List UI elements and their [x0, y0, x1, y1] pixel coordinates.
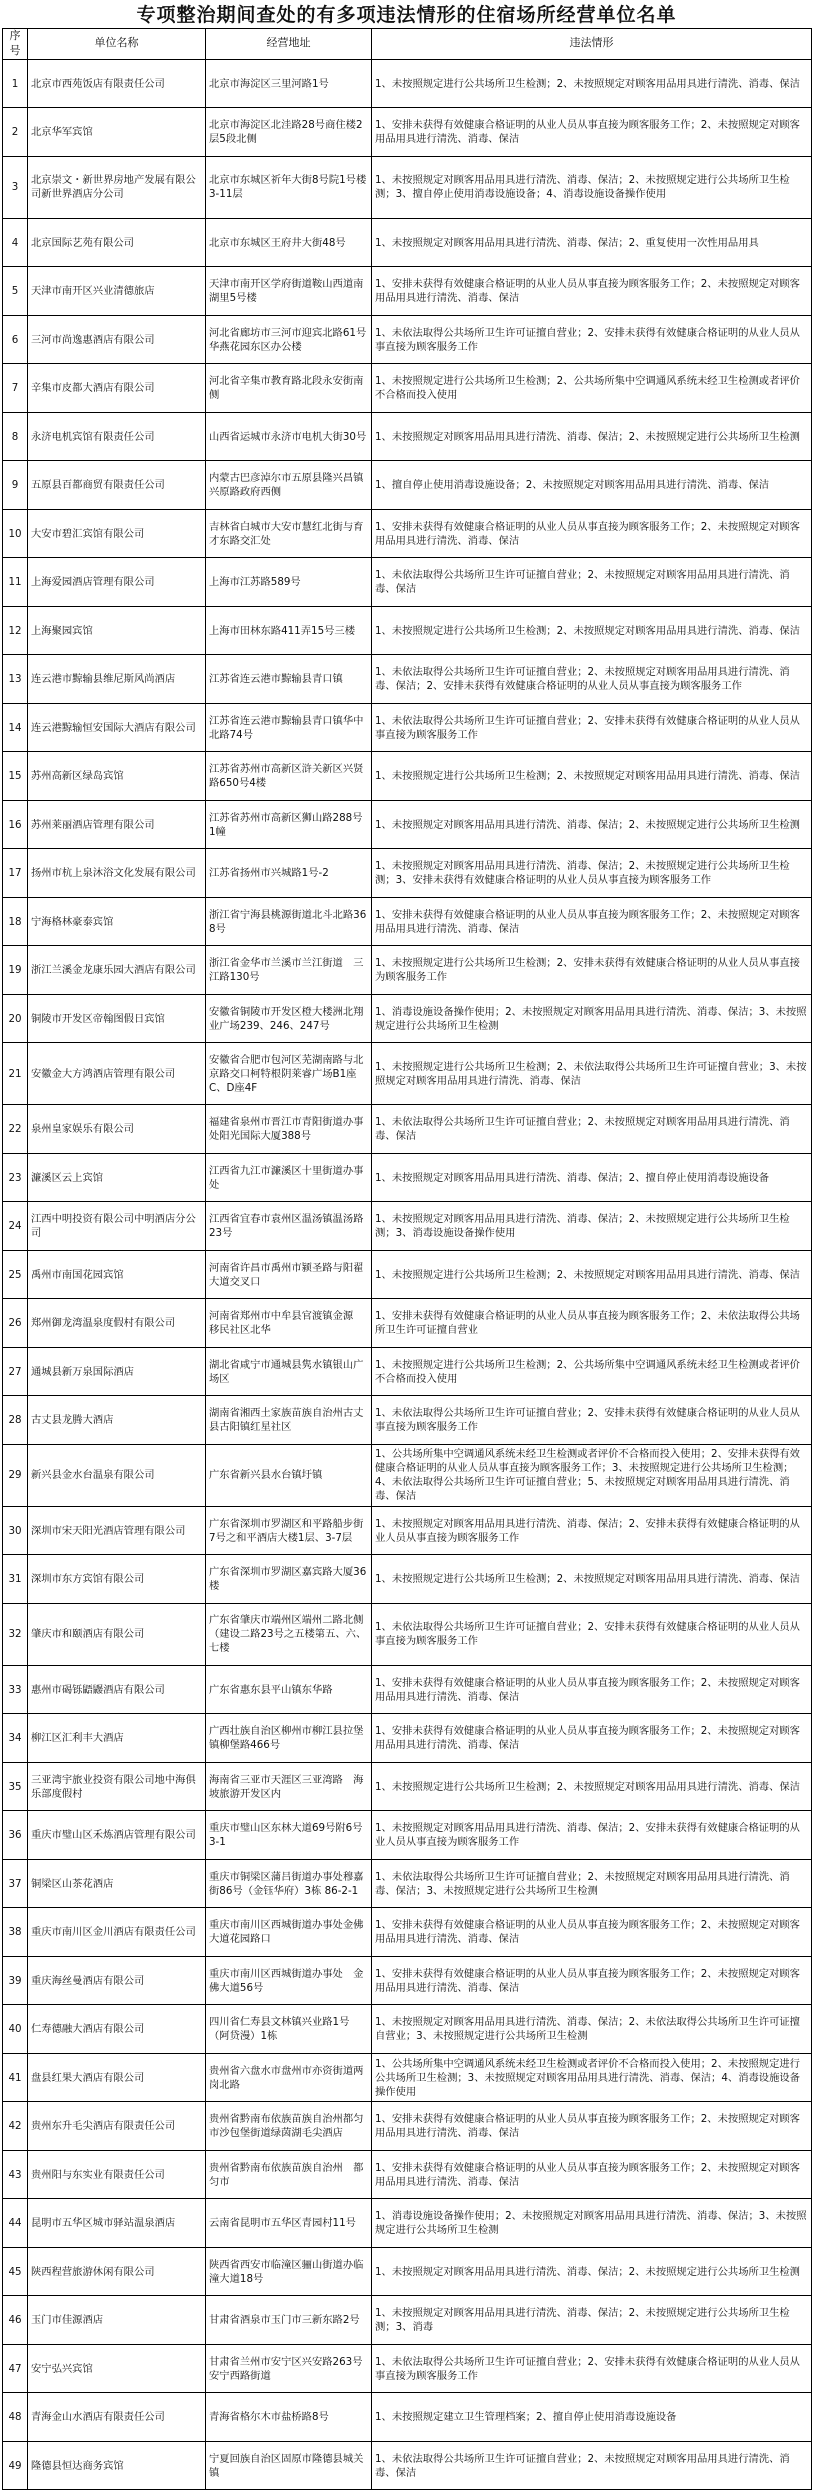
cell-address: 江苏省扬州市兴城路1号-2	[206, 849, 372, 898]
table-row	[3, 703, 812, 752]
cell-number: 32	[3, 1603, 28, 1665]
cell-address: 湖北省咸宁市通城县隽水镇银山广场区	[206, 1347, 372, 1396]
table-row	[3, 1396, 812, 1445]
cell-address: 吉林省白城市大安市慧红北街与育才东路交汇处	[206, 509, 372, 558]
cell-number: 24	[3, 1202, 28, 1251]
cell-address: 江西省九江市濂溪区十里街道办事处	[206, 1153, 372, 1202]
cell-number: 9	[3, 461, 28, 510]
cell-address: 贵州省黔南布依族苗族自治州都匀市沙包堡街道绿茵湖毛尖酒店	[206, 2102, 372, 2151]
table-row	[3, 558, 812, 607]
cell-address: 四川省仁寿县文林镇兴业路1号（阿贷漫）1栋	[206, 2005, 372, 2054]
table-row	[3, 1250, 812, 1299]
cell-number: 44	[3, 2199, 28, 2248]
cell-address: 重庆市南川区西城街道办事处 金佛大道56号	[206, 1956, 372, 2005]
cell-unit-name: 苏州高新区绿岛宾馆	[28, 752, 206, 801]
cell-unit-name: 古丈县龙腾大酒店	[28, 1396, 206, 1445]
cell-address: 江苏省苏州市高新区狮山路288号1幢	[206, 800, 372, 849]
cell-unit-name: 濂溪区云上宾馆	[28, 1153, 206, 1202]
cell-unit-name: 浙江兰溪金龙康乐园大酒店有限公司	[28, 946, 206, 995]
table-row	[3, 2199, 812, 2248]
cell-violations: 1、未依法取得公共场所卫生许可证擅自营业；2、未按照规定对顾客用品用具进行清洗、消毒、保洁；3、未按照规定进行公共场所卫生检测	[372, 1859, 812, 1908]
table-row	[3, 800, 812, 849]
cell-address: 湖南省湘西土家族苗族自治州古丈县古阳镇红星社区	[206, 1396, 372, 1445]
cell-violations: 1、公共场所集中空调通风系统未经卫生检测或者评价不合格而投入使用；2、安排未获得有效健康合格证明的从业人员从事直接为顾客服务工作；3、未按照规定进行公共场所卫生检测；4、未依法取得公共场所卫生许可证擅自营业；5、未按照规定对顾客用品用具进行清洗、消毒、保洁	[372, 1444, 812, 1506]
table-row	[3, 1811, 812, 1860]
cell-violations: 1、未按照规定对顾客用品用具进行清洗、消毒、保洁；2、未按照规定进行公共场所卫生检测；3、安排未获得有效健康合格证明的从业人员从事直接为顾客服务工作	[372, 849, 812, 898]
table-row	[3, 1347, 812, 1396]
table-row	[3, 1714, 812, 1763]
cell-address: 河北省廊坊市三河市迎宾北路61号华燕花园东区办公楼	[206, 315, 372, 364]
cell-number: 19	[3, 946, 28, 995]
table-row	[3, 2005, 812, 2054]
cell-violations: 1、安排未获得有效健康合格证明的从业人员从事直接为顾客服务工作；2、未按照规定对顾客用品用具进行清洗、消毒、保洁	[372, 897, 812, 946]
cell-number: 6	[3, 315, 28, 364]
cell-violations: 1、未依法取得公共场所卫生许可证擅自营业；2、安排未获得有效健康合格证明的从业人员从事直接为顾客服务工作	[372, 703, 812, 752]
table-row	[3, 1506, 812, 1555]
cell-unit-name: 北京国际艺苑有限公司	[28, 218, 206, 267]
table-row	[3, 1908, 812, 1957]
table-row	[3, 461, 812, 510]
cell-number: 17	[3, 849, 28, 898]
cell-number: 35	[3, 1762, 28, 1811]
cell-number: 45	[3, 2247, 28, 2296]
cell-unit-name: 玉门市佳源酒店	[28, 2296, 206, 2345]
cell-violations: 1、未依法取得公共场所卫生许可证擅自营业；2、安排未获得有效健康合格证明的从业人员从事直接为顾客服务工作	[372, 1396, 812, 1445]
cell-address: 上海市江苏路589号	[206, 558, 372, 607]
cell-unit-name: 盘县红果大酒店有限公司	[28, 2053, 206, 2102]
cell-number: 22	[3, 1105, 28, 1154]
cell-address: 海南省三亚市天涯区三亚湾路 海坡旅游开发区内	[206, 1762, 372, 1811]
cell-address: 广西壮族自治区柳州市柳江县拉堡镇柳堡路466号	[206, 1714, 372, 1763]
cell-address: 甘肃省兰州市安宁区兴安路263号安宁西路街道	[206, 2344, 372, 2393]
cell-number: 42	[3, 2102, 28, 2151]
cell-unit-name: 昆明市五华区城市驿站温泉酒店	[28, 2199, 206, 2248]
cell-violations: 1、未按照规定进行公共场所卫生检测；2、安排未获得有效健康合格证明的从业人员从事直接为顾客服务工作	[372, 946, 812, 995]
cell-number: 21	[3, 1043, 28, 1105]
document-title: 专项整治期间查处的有多项违法情形的住宿场所经营单位名单	[136, 4, 677, 26]
cell-number: 33	[3, 1665, 28, 1714]
cell-unit-name: 贵州阳与东实业有限责任公司	[28, 2150, 206, 2199]
cell-address: 内蒙古巴彦淖尔市五原县隆兴昌镇兴原路政府西侧	[206, 461, 372, 510]
cell-violations: 1、未依法取得公共场所卫生许可证擅自营业；2、安排未获得有效健康合格证明的从业人员从事直接为顾客服务工作	[372, 2344, 812, 2393]
cell-unit-name: 三亚湾宇旅业投资有限公司地中海俱乐部度假村	[28, 1762, 206, 1811]
table-row	[3, 946, 812, 995]
cell-number: 12	[3, 606, 28, 655]
cell-address: 甘肃省酒泉市玉门市三新东路2号	[206, 2296, 372, 2345]
cell-unit-name: 扬州市杭上泉沐浴文化发展有限公司	[28, 849, 206, 898]
cell-address: 河南省许昌市禹州市颍圣路与阳翟大道交叉口	[206, 1250, 372, 1299]
cell-address: 广东省深圳市罗湖区嘉宾路大厦36楼	[206, 1555, 372, 1604]
cell-number: 20	[3, 994, 28, 1043]
cell-address: 重庆市南川区西城街道办事处金佛大道花园路口	[206, 1908, 372, 1957]
cell-unit-name: 安宁弘兴宾馆	[28, 2344, 206, 2393]
cell-number: 30	[3, 1506, 28, 1555]
cell-address: 重庆市铜梁区蒲吕街道办事处穆嘉街86号（金钰华府）3栋 86-2-1	[206, 1859, 372, 1908]
cell-violations: 1、未按照规定进行公共场所卫生检测；2、公共场所集中空调通风系统未经卫生检测或者评价不合格而投入使用	[372, 364, 812, 413]
cell-unit-name: 惠州市碣铄鼯鼹酒店有限公司	[28, 1665, 206, 1714]
header-violations: 违法情形	[372, 29, 812, 60]
table-row	[3, 509, 812, 558]
cell-unit-name: 铜梁区山茶花酒店	[28, 1859, 206, 1908]
cell-unit-name: 天津市南开区兴业清德旅店	[28, 267, 206, 316]
cell-violations: 1、未按照规定进行公共场所卫生检测；2、未按照规定对顾客用品用具进行清洗、消毒、保洁	[372, 59, 812, 108]
cell-violations: 1、未依法取得公共场所卫生许可证擅自营业；2、未按照规定对顾客用品用具进行清洗、消毒、保洁；2、安排未获得有效健康合格证明的从业人员从事直接为顾客服务工作	[372, 655, 812, 704]
cell-number: 8	[3, 412, 28, 461]
violation-table	[2, 28, 812, 2490]
cell-unit-name: 郑州御龙湾温泉度假村有限公司	[28, 1299, 206, 1348]
table-row	[3, 752, 812, 801]
cell-violations: 1、公共场所集中空调通风系统未经卫生检测或者评价不合格而投入使用；2、未按照规定进行公共场所卫生检测；3、未按照规定对顾客用品用具进行清洗、消毒、保洁；4、消毒设施设备操作使用	[372, 2053, 812, 2102]
cell-number: 10	[3, 509, 28, 558]
cell-number: 48	[3, 2393, 28, 2442]
cell-number: 29	[3, 1444, 28, 1506]
table-row	[3, 1299, 812, 1348]
table-row	[3, 2247, 812, 2296]
cell-violations: 1、安排未获得有效健康合格证明的从业人员从事直接为顾客服务工作；2、未按照规定对顾客用品用具进行清洗、消毒、保洁	[372, 2102, 812, 2151]
header-address: 经营地址	[206, 29, 372, 60]
table-row	[3, 315, 812, 364]
cell-number: 15	[3, 752, 28, 801]
table-row	[3, 655, 812, 704]
cell-unit-name: 辛集市皮都大酒店有限公司	[28, 364, 206, 413]
table-row	[3, 1859, 812, 1908]
cell-unit-name: 大安市碧汇宾馆有限公司	[28, 509, 206, 558]
table-row	[3, 156, 812, 218]
table-row	[3, 59, 812, 108]
cell-number: 28	[3, 1396, 28, 1445]
cell-unit-name: 仁寿德融大酒店有限公司	[28, 2005, 206, 2054]
cell-number: 36	[3, 1811, 28, 1860]
cell-number: 37	[3, 1859, 28, 1908]
cell-unit-name: 陕西程营旅游休闲有限公司	[28, 2247, 206, 2296]
cell-number: 7	[3, 364, 28, 413]
table-row	[3, 2296, 812, 2345]
table-row	[3, 364, 812, 413]
cell-violations: 1、未按照规定进行公共场所卫生检测；2、公共场所集中空调通风系统未经卫生检测或者评价不合格而投入使用	[372, 1347, 812, 1396]
cell-violations: 1、安排未获得有效健康合格证明的从业人员从事直接为顾客服务工作；2、未按照规定对顾客用品用具进行清洗、消毒、保洁	[372, 1908, 812, 1957]
table-row	[3, 1762, 812, 1811]
cell-address: 安徽省合肥市包河区芜湖南路与北京路交口柯特根阴莱睿广场B1座C、D座4F	[206, 1043, 372, 1105]
cell-unit-name: 连云港市黥输县维尼斯风尚酒店	[28, 655, 206, 704]
cell-unit-name: 五原县百都商贸有限责任公司	[28, 461, 206, 510]
cell-violations: 1、未依法取得公共场所卫生许可证擅自营业；2、未按照规定对顾客用品用具进行清洗、消毒、保洁	[372, 1105, 812, 1154]
table-row	[3, 2053, 812, 2102]
table-row	[3, 897, 812, 946]
cell-address: 北京市海淀区三里河路1号	[206, 59, 372, 108]
table-row	[3, 218, 812, 267]
table-row	[3, 267, 812, 316]
cell-violations: 1、安排未获得有效健康合格证明的从业人员从事直接为顾客服务工作；2、未按照规定对顾客用品用具进行清洗、消毒、保洁	[372, 1665, 812, 1714]
cell-address: 北京市东城区王府井大街48号	[206, 218, 372, 267]
cell-address: 贵州省黔南布依族苗族自治州 都匀市	[206, 2150, 372, 2199]
cell-violations: 1、未按照规定对顾客用品用具进行清洗、消毒、保洁；2、未按照规定进行公共场所卫生检测；3、消毒	[372, 2296, 812, 2345]
cell-unit-name: 青海金山水酒店有限责任公司	[28, 2393, 206, 2442]
cell-address: 浙江省宁海县桃源街道北斗北路368号	[206, 897, 372, 946]
cell-unit-name: 重庆市南川区金川酒店有限责任公司	[28, 1908, 206, 1957]
cell-violations: 1、未按照规定建立卫生管理档案；2、擅自停止使用消毒设施设备	[372, 2393, 812, 2442]
cell-address: 江苏省苏州市高新区浒关新区兴贤路650号4楼	[206, 752, 372, 801]
cell-violations: 1、未按照规定对顾客用品用具进行清洗、消毒、保洁；2、重复使用一次性用品用具	[372, 218, 812, 267]
cell-address: 贵州省六盘水市盘州市亦资街道两岗北路	[206, 2053, 372, 2102]
cell-violations: 1、安排未获得有效健康合格证明的从业人员从事直接为顾客服务工作；2、未按照规定对顾客用品用具进行清洗、消毒、保洁	[372, 2150, 812, 2199]
table-row	[3, 2102, 812, 2151]
cell-address: 江苏省连云港市黥输县青口镇	[206, 655, 372, 704]
table-row	[3, 2150, 812, 2199]
cell-violations: 1、未按照规定进行公共场所卫生检测；2、未依法取得公共场所卫生许可证擅自营业；3、未按照规定对顾客用品用具进行清洗、消毒、保洁	[372, 1043, 812, 1105]
cell-number: 11	[3, 558, 28, 607]
cell-address: 广东省深圳市罗湖区和平路船步街7号之和平酒店大楼1层、3-7层	[206, 1506, 372, 1555]
cell-number: 41	[3, 2053, 28, 2102]
cell-violations: 1、安排未获得有效健康合格证明的从业人员从事直接为顾客服务工作；2、未按照规定对顾客用品用具进行清洗、消毒、保洁	[372, 509, 812, 558]
cell-number: 2	[3, 108, 28, 157]
cell-number: 4	[3, 218, 28, 267]
cell-number: 26	[3, 1299, 28, 1348]
table-header-row	[3, 29, 812, 60]
cell-violations: 1、安排未获得有效健康合格证明的从业人员从事直接为顾客服务工作；2、未按照规定对顾客用品用具进行清洗、消毒、保洁	[372, 1956, 812, 2005]
cell-unit-name: 北京崇文・新世界房地产发展有限公司新世界酒店分公司	[28, 156, 206, 218]
table-row	[3, 412, 812, 461]
cell-violations: 1、未按照规定对顾客用品用具进行清洗、消毒、保洁；2、未按照规定进行公共场所卫生检测	[372, 2247, 812, 2296]
cell-violations: 1、未按照规定对顾客用品用具进行清洗、消毒、保洁；2、未按照规定进行公共场所卫生检测；3、擅自停止使用消毒设施设备；4、消毒设施设备操作使用	[372, 156, 812, 218]
cell-unit-name: 上海聚园宾馆	[28, 606, 206, 655]
cell-number: 27	[3, 1347, 28, 1396]
cell-address: 广东省惠东县平山镇东华路	[206, 1665, 372, 1714]
cell-address: 重庆市璧山区东林大道69号附6号3-1	[206, 1811, 372, 1860]
cell-unit-name: 深圳市东方宾馆有限公司	[28, 1555, 206, 1604]
cell-number: 34	[3, 1714, 28, 1763]
cell-unit-name: 重庆市璧山区禾炼酒店管理有限公司	[28, 1811, 206, 1860]
cell-violations: 1、未按照规定对顾客用品用具进行清洗、消毒、保洁；2、未依法取得公共场所卫生许可证擅自营业；3、未按照规定进行公共场所卫生检测	[372, 2005, 812, 2054]
cell-violations: 1、未按照规定进行公共场所卫生检测；2、未按照规定对顾客用品用具进行清洗、消毒、保洁	[372, 1555, 812, 1604]
cell-unit-name: 肇庆市和颐酒店有限公司	[28, 1603, 206, 1665]
table-row	[3, 2344, 812, 2393]
cell-address: 天津市南开区学府街道鞍山西道南湖里5号楼	[206, 267, 372, 316]
table-row	[3, 1665, 812, 1714]
cell-address: 浙江省金华市兰溪市兰江街道 三江路130号	[206, 946, 372, 995]
cell-number: 43	[3, 2150, 28, 2199]
cell-unit-name: 三河市尚逸惠酒店有限公司	[28, 315, 206, 364]
cell-violations: 1、未按照规定进行公共场所卫生检测；2、未按照规定对顾客用品用具进行清洗、消毒、保洁	[372, 1250, 812, 1299]
cell-violations: 1、安排未获得有效健康合格证明的从业人员从事直接为顾客服务工作；2、未按照规定对顾客用品用具进行清洗、消毒、保洁	[372, 1714, 812, 1763]
cell-unit-name: 安徽金大方鸿酒店管理有限公司	[28, 1043, 206, 1105]
cell-violations: 1、未按照规定对顾客用品用具进行清洗、消毒、保洁；2、安排未获得有效健康合格证明的从业人员从事直接为顾客服务工作	[372, 1506, 812, 1555]
cell-unit-name: 宁海格林豪泰宾馆	[28, 897, 206, 946]
cell-violations: 1、消毒设施设备操作使用；2、未按照规定对顾客用品用具进行清洗、消毒、保洁；3、未按照规定进行公共场所卫生检测	[372, 2199, 812, 2248]
table-row	[3, 849, 812, 898]
cell-address: 河北省辛集市教育路北段永安街南侧	[206, 364, 372, 413]
cell-violations: 1、未依法取得公共场所卫生许可证擅自营业；2、安排未获得有效健康合格证明的从业人员从事直接为顾客服务工作	[372, 1603, 812, 1665]
cell-unit-name: 深圳市宋天阳光酒店管理有限公司	[28, 1506, 206, 1555]
cell-unit-name: 贵州东升毛尖酒店有限责任公司	[28, 2102, 206, 2151]
cell-address: 宁夏回族自治区固原市隆德县城关镇	[206, 2441, 372, 2490]
cell-address: 北京市海淀区北洼路28号商住楼2层5段北侧	[206, 108, 372, 157]
cell-number: 14	[3, 703, 28, 752]
table-body	[3, 59, 812, 2490]
table-row	[3, 1105, 812, 1154]
cell-unit-name: 连云港黥输恒安国际大酒店有限公司	[28, 703, 206, 752]
table-row	[3, 1555, 812, 1604]
cell-unit-name: 通城县新万泉国际酒店	[28, 1347, 206, 1396]
cell-number: 13	[3, 655, 28, 704]
cell-unit-name: 重庆海丝曼酒店有限公司	[28, 1956, 206, 2005]
cell-violations: 1、未依法取得公共场所卫生许可证擅自营业；2、未按照规定对顾客用品用具进行清洗、消毒、保洁	[372, 2441, 812, 2490]
cell-number: 23	[3, 1153, 28, 1202]
cell-address: 青海省格尔木市盐桥路8号	[206, 2393, 372, 2442]
cell-unit-name: 隆德县恒达商务宾馆	[28, 2441, 206, 2490]
cell-address: 安徽省铜陵市开发区橙大楼洲北翔业广场239、246、247号	[206, 994, 372, 1043]
cell-number: 38	[3, 1908, 28, 1957]
cell-address: 北京市东城区祈年大街8号院1号楼3-11层	[206, 156, 372, 218]
cell-number: 3	[3, 156, 28, 218]
table-row	[3, 2441, 812, 2490]
cell-unit-name: 上海爱园酒店管理有限公司	[28, 558, 206, 607]
table-row	[3, 606, 812, 655]
table-row	[3, 1444, 812, 1506]
cell-address: 广东省新兴县水台镇圩镇	[206, 1444, 372, 1506]
cell-address: 江苏省连云港市黥输县青口镇华中北路74号	[206, 703, 372, 752]
cell-number: 1	[3, 59, 28, 108]
cell-address: 江西省宜春市袁州区温汤镇温汤路23号	[206, 1202, 372, 1251]
cell-number: 47	[3, 2344, 28, 2393]
cell-violations: 1、安排未获得有效健康合格证明的从业人员从事直接为顾客服务工作；2、未按照规定对顾客用品用具进行清洗、消毒、保洁	[372, 267, 812, 316]
cell-violations: 1、擅自停止使用消毒设施设备；2、未按照规定对顾客用品用具进行清洗、消毒、保洁	[372, 461, 812, 510]
cell-unit-name: 苏州莱丽酒店管理有限公司	[28, 800, 206, 849]
cell-number: 31	[3, 1555, 28, 1604]
cell-address: 福建省泉州市晋江市青阳街道办事处阳光国际大厦388号	[206, 1105, 372, 1154]
cell-number: 46	[3, 2296, 28, 2345]
cell-violations: 1、未依法取得公共场所卫生许可证擅自营业；2、未按照规定对顾客用品用具进行清洗、消毒、保洁	[372, 558, 812, 607]
table-row	[3, 1153, 812, 1202]
cell-number: 25	[3, 1250, 28, 1299]
header-no: 序号	[3, 29, 28, 60]
table-row	[3, 994, 812, 1043]
table-row	[3, 1043, 812, 1105]
cell-violations: 1、安排未获得有效健康合格证明的从业人员从事直接为顾客服务工作；2、未按照规定对顾客用品用具进行清洗、消毒、保洁	[372, 108, 812, 157]
table-row	[3, 2393, 812, 2442]
cell-unit-name: 新兴县金水台温泉有限公司	[28, 1444, 206, 1506]
header-name: 单位名称	[28, 29, 206, 60]
cell-number: 5	[3, 267, 28, 316]
cell-violations: 1、未按照规定进行公共场所卫生检测；2、未按照规定对顾客用品用具进行清洗、消毒、保洁	[372, 752, 812, 801]
cell-violations: 1、未按照规定对顾客用品用具进行清洗、消毒、保洁；2、未按照规定进行公共场所卫生检测	[372, 412, 812, 461]
cell-unit-name: 北京市西苑饭店有限责任公司	[28, 59, 206, 108]
cell-address: 云南省昆明市五华区青园村11号	[206, 2199, 372, 2248]
cell-number: 18	[3, 897, 28, 946]
cell-violations: 1、消毒设施设备操作使用；2、未按照规定对顾客用品用具进行清洗、消毒、保洁；3、未按照规定进行公共场所卫生检测	[372, 994, 812, 1043]
cell-address: 上海市田林东路411弄15号三楼	[206, 606, 372, 655]
cell-violations: 1、未按照规定对顾客用品用具进行清洗、消毒、保洁；2、未按照规定进行公共场所卫生检测	[372, 800, 812, 849]
table-row	[3, 1956, 812, 2005]
cell-unit-name: 柳江区汇利丰大酒店	[28, 1714, 206, 1763]
cell-unit-name: 永济电机宾馆有限责任公司	[28, 412, 206, 461]
table-row	[3, 1202, 812, 1251]
table-row	[3, 108, 812, 157]
table-row	[3, 1603, 812, 1665]
cell-unit-name: 江西中明投资有限公司中明酒店分公司	[28, 1202, 206, 1251]
cell-number: 39	[3, 1956, 28, 2005]
cell-unit-name: 泉州皇家娱乐有限公司	[28, 1105, 206, 1154]
cell-violations: 1、未依法取得公共场所卫生许可证擅自营业；2、安排未获得有效健康合格证明的从业人员从事直接为顾客服务工作	[372, 315, 812, 364]
cell-address: 陕西省西安市临潼区骊山街道办临潼大道18号	[206, 2247, 372, 2296]
cell-number: 49	[3, 2441, 28, 2490]
cell-unit-name: 铜陵市开发区帝翰图假日宾馆	[28, 994, 206, 1043]
cell-address: 山西省运城市永济市电机大街30号	[206, 412, 372, 461]
cell-violations: 1、未按照规定对顾客用品用具进行清洗、消毒、保洁；2、未按照规定进行公共场所卫生检测；3、消毒设施设备操作使用	[372, 1202, 812, 1251]
cell-violations: 1、未按照规定进行公共场所卫生检测；2、未按照规定对顾客用品用具进行清洗、消毒、保洁	[372, 606, 812, 655]
cell-violations: 1、未按照规定对顾客用品用具进行清洗、消毒、保洁；2、擅自停止使用消毒设施设备	[372, 1153, 812, 1202]
cell-number: 40	[3, 2005, 28, 2054]
cell-address: 河南省郑州市中牟县官渡镇金源 移民社区北华	[206, 1299, 372, 1348]
cell-violations: 1、未按照规定对顾客用品用具进行清洗、消毒、保洁；2、安排未获得有效健康合格证明的从业人员从事直接为顾客服务工作	[372, 1811, 812, 1860]
cell-unit-name: 北京华军宾馆	[28, 108, 206, 157]
cell-number: 16	[3, 800, 28, 849]
cell-address: 广东省肇庆市端州区端州二路北侧（建设二路23号之五楼第五、六、七楼	[206, 1603, 372, 1665]
cell-unit-name: 禹州市南国花园宾馆	[28, 1250, 206, 1299]
cell-violations: 1、安排未获得有效健康合格证明的从业人员从事直接为顾客服务工作；2、未依法取得公共场所卫生许可证擅自营业	[372, 1299, 812, 1348]
cell-violations: 1、未按照规定进行公共场所卫生检测；2、未按照规定对顾客用品用具进行清洗、消毒、保洁	[372, 1762, 812, 1811]
